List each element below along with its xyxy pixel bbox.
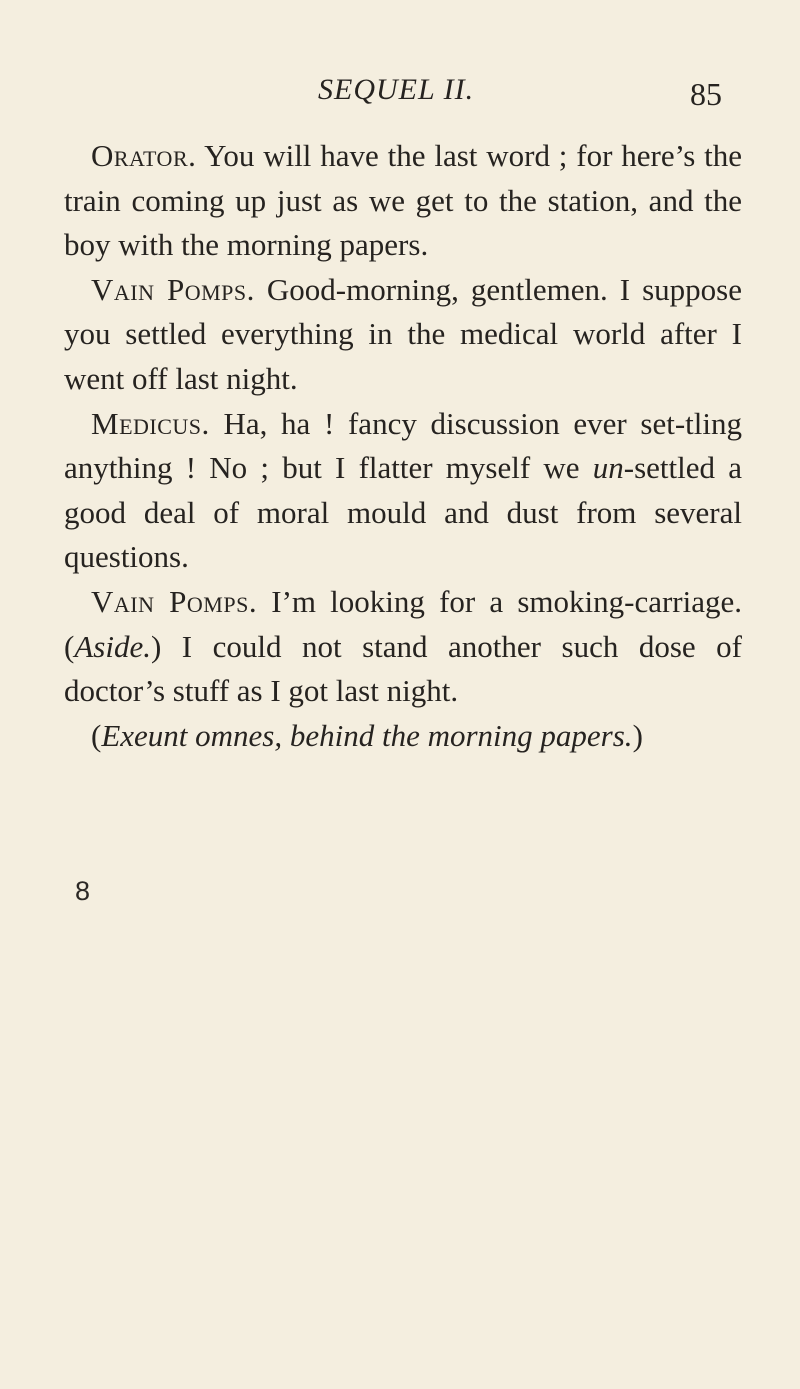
page-number: 85	[690, 76, 722, 112]
speaker-name: Medicus.	[91, 405, 210, 441]
speech-medicus	[64, 402, 742, 580]
speaker-name: Vain Pomps.	[91, 583, 258, 619]
stage-direction	[64, 714, 742, 759]
speech-text: settled a good deal of moral mould and dust from several questions.	[64, 450, 742, 575]
speaker-name: Vain Pomps.	[91, 271, 255, 307]
speech-emphasis: un-	[592, 450, 635, 486]
speech-text: Good-morning, gentlemen. I suppose you settled everything in the medical world after I went off last night.	[64, 271, 742, 396]
speaker-name: Orator.	[91, 138, 197, 173]
speech-text: ) I could not stand another such dose of doctor’s stuff as I got last night.	[64, 628, 742, 709]
dialogue-text	[64, 134, 742, 758]
stage-direction-text: Exeunt omnes, behind the morning papers.	[101, 717, 633, 753]
speech-vain-pomps-2	[64, 580, 742, 714]
paren-close: )	[632, 717, 643, 753]
running-head: SEQUEL II.	[318, 73, 475, 106]
speech-text: You will have the last word ; for here’s the train coming up just as we get to the station, and the boy with the morning papers.	[64, 138, 742, 263]
speech-orator	[64, 134, 742, 268]
speech-emphasis: Aside.	[74, 628, 151, 664]
speech-text: Ha, ha ! fancy discussion ever set-tling anything ! No ; but I flatter myself we	[64, 405, 742, 486]
signature-mark: 8	[75, 876, 91, 906]
speech-text: I’m looking for a smoking-carriage. (	[64, 583, 742, 664]
speech-vain-pomps	[64, 268, 742, 402]
paren-open: (	[91, 717, 102, 753]
